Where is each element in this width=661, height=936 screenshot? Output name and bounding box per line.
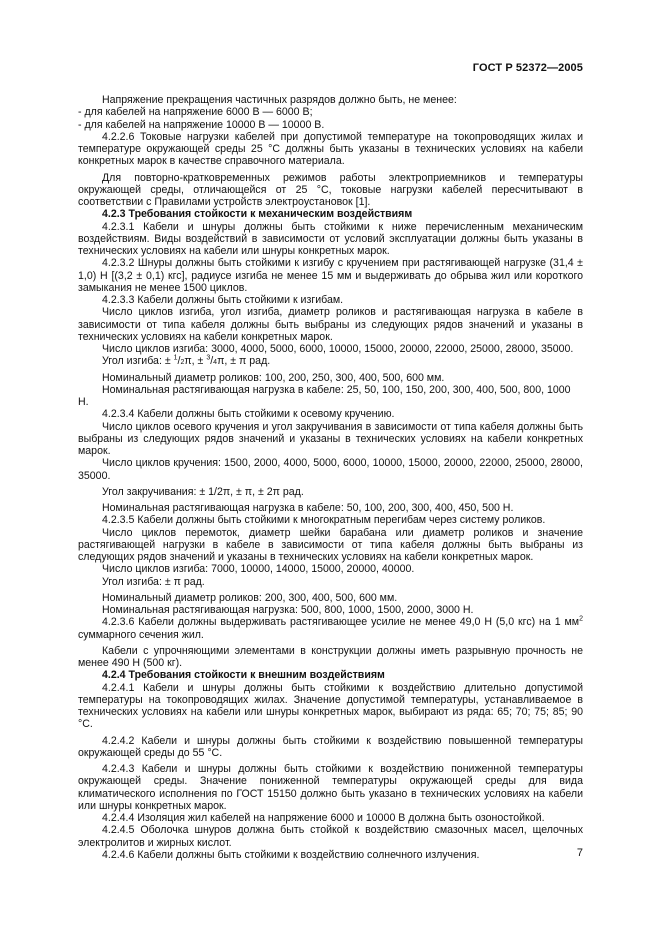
clause-4-2-3-4: 4.2.3.4 Кабели должны быть стойкими к осевому кручению. bbox=[102, 408, 395, 421]
paragraph: Кабели с упрочняющими элементами в конструкции должны иметь разрывную прочность не менее 490 Н (500 кг). bbox=[78, 644, 583, 669]
clause-4-2-2-6: 4.2.2.6 Токовые нагрузки кабелей при допустимой температуре на токопроводящих жилах и температуре окружающей среды 25 °С должны быть указаны в технических условиях на кабели конкретных марок в качестве справочного материала. bbox=[78, 130, 583, 168]
clause-4-2-4-1: 4.2.4.1 Кабели и шнуры должны быть стойкими к воздействию длительно допустимой температуры на токопроводящих жилах. Значение допустимой температуры, устанавливаемое в технических условиях на кабели или шнуры конкретных марок, выбирают из ряда: 65; 70; 75; 85; 90 °С. bbox=[78, 681, 583, 731]
paragraph: Угол изгиба: ± π рад. bbox=[102, 575, 205, 588]
text-run: Угол изгиба: ± bbox=[102, 355, 174, 368]
text-run: π, ± π рад. bbox=[217, 355, 271, 368]
clause-4-2-4-6: 4.2.4.6 Кабели должны быть стойкими к воздействию солнечного излучения. bbox=[102, 848, 480, 861]
clause-4-2-4-4: 4.2.4.4 Изоляция жил кабелей на напряжение 6000 и 10000 В должна быть озоностойкой. bbox=[102, 812, 545, 824]
paragraph: Номинальная растягивающая нагрузка в кабеле: 25, 50, 100, 150, 200, 300, 400, 500, 800, 1000 Н. bbox=[78, 383, 571, 408]
bend-angle-line bbox=[78, 355, 583, 367]
text-run: π, ± bbox=[184, 355, 207, 368]
page-number: 7 bbox=[576, 847, 583, 859]
fraction-denominator: 2 bbox=[180, 359, 185, 367]
fraction-numerator: 3 bbox=[206, 354, 211, 362]
list-item: - для кабелей на напряжение 10000 В — 10000 В. bbox=[78, 118, 325, 131]
paragraph: Число циклов перемоток, диаметр шейки барабана или диаметр роликов и значение растягивающей нагрузки в кабеле в зависимости от типа кабеля должны быть выбраны из следующих рядов значений и указаны в технических условиях на кабели конкретных марок. bbox=[78, 526, 583, 563]
superscript: 2 bbox=[579, 615, 583, 623]
paragraph: Номинальный диаметр роликов: 100, 200, 250, 300, 400, 500, 600 мм. bbox=[102, 371, 445, 384]
clause-4-2-3-1: 4.2.3.1 Кабели и шнуры должны быть стойкими к ниже перечисленным механическим воздействиям. Виды воздействий в зависимости от условий эксплуатации должны быть указаны в технических условиях на кабели или шнуры конкретных марок. bbox=[78, 220, 583, 257]
clause-4-2-3-3: 4.2.3.3 Кабели должны быть стойкими к изгибам. bbox=[102, 294, 344, 306]
paragraph: Напряжение прекращения частичных разрядов должно быть, не менее: bbox=[102, 94, 457, 106]
paragraph: Число циклов кручения: 1500, 2000, 4000, 5000, 6000, 10000, 15000, 20000, 22000, 25000, 28000, 35000. bbox=[78, 457, 583, 482]
fraction-slash: / bbox=[177, 355, 181, 368]
text-run: суммарного сечения жил. bbox=[78, 628, 204, 641]
section-heading-4-2-4: 4.2.4 Требования стойкости к внешним воздействиям bbox=[102, 669, 385, 682]
clause-4-2-3-6 bbox=[78, 616, 583, 641]
document-code: ГОСТ Р 52372—2005 bbox=[472, 62, 583, 74]
paragraph: Угол закручивания: ± 1/2π, ± π, ± 2π рад. bbox=[102, 485, 304, 498]
clause-4-2-3-5: 4.2.3.5 Кабели должны быть стойкими к многократным перегибам через систему роликов. bbox=[102, 514, 546, 527]
fraction-slash: / bbox=[210, 355, 214, 368]
paragraph: Для повторно-кратковременных режимов работы электроприемников и температуры окружающей среды, отличающейся от 25 °С, токовые нагрузки кабелей пересчитывают в соответствии с Правилами устройств электроустановок [1]. bbox=[78, 171, 583, 208]
paragraph: Номинальная растягивающая нагрузка в кабеле: 50, 100, 200, 300, 400, 450, 500 Н. bbox=[102, 502, 514, 514]
clause-4-2-4-5: 4.2.4.5 Оболочка шнуров должна быть стойкой к воздействию смазочных масел, щелочных электролитов и жирных кислот. bbox=[78, 824, 583, 849]
clause-4-2-3-2: 4.2.3.2 Шнуры должны быть стойкими к изгибу с кручением при растягивающей нагрузке (31,4 ± 1,0) Н [(3,2 ± 0,1) кгс], радиусе изгиба не менее 15 мм и выдерживать до обрыва жил или короткого замыкания не менее 1500 циклов. bbox=[78, 257, 583, 294]
section-heading-4-2-3: 4.2.3 Требования стойкости к механическим воздействиям bbox=[102, 208, 413, 221]
paragraph: Число циклов изгиба: 7000, 10000, 14000, 15000, 20000, 40000. bbox=[102, 563, 415, 576]
clause-4-2-4-2: 4.2.4.2 Кабели и шнуры должны быть стойкими к воздействию повышенной температуры окружающей среды до 55 °С. bbox=[78, 734, 583, 759]
fraction-numerator: 1 bbox=[173, 354, 178, 362]
list-item: - для кабелей на напряжение 6000 В — 6000 В; bbox=[78, 106, 313, 119]
text-run: 4.2.3.6 Кабели должны выдерживать растягивающее усилие не менее 49,0 Н (5,0 кгс) на 1 мм bbox=[102, 616, 580, 629]
paragraph: Число циклов изгиба, угол изгиба, диаметр роликов и растягивающая нагрузка в кабеле в зависимости от типа кабеля должны быть выбраны из следующих рядов значений и указаны в технических условиях на кабели конкретных марок. bbox=[78, 306, 583, 343]
paragraph: Число циклов изгиба: 3000, 4000, 5000, 6000, 10000, 15000, 20000, 22000, 25000, 28000, 35000. bbox=[102, 343, 574, 355]
paragraph: Число циклов осевого кручения и угол закручивания в зависимости от типа кабеля должны быть выбраны из следующих рядов значений и указаны в технических условиях на кабели конкретных марок. bbox=[78, 420, 583, 457]
page-body bbox=[78, 94, 583, 861]
clause-4-2-4-3: 4.2.4.3 Кабели и шнуры должны быть стойкими к воздействию пониженной температуры окружающей среды. Значение пониженной температуры окружающей среды для вида климатического исполнения по ГОСТ 15150 должно быть указано в технических условиях на кабели или шнуры конкретных марок. bbox=[78, 763, 583, 812]
paragraph: Номинальная растягивающая нагрузка: 500, 800, 1000, 1500, 2000, 3000 Н. bbox=[102, 604, 474, 616]
paragraph: Номинальный диаметр роликов: 200, 300, 400, 500, 600 мм. bbox=[102, 591, 398, 604]
fraction-denominator: 4 bbox=[213, 359, 218, 367]
